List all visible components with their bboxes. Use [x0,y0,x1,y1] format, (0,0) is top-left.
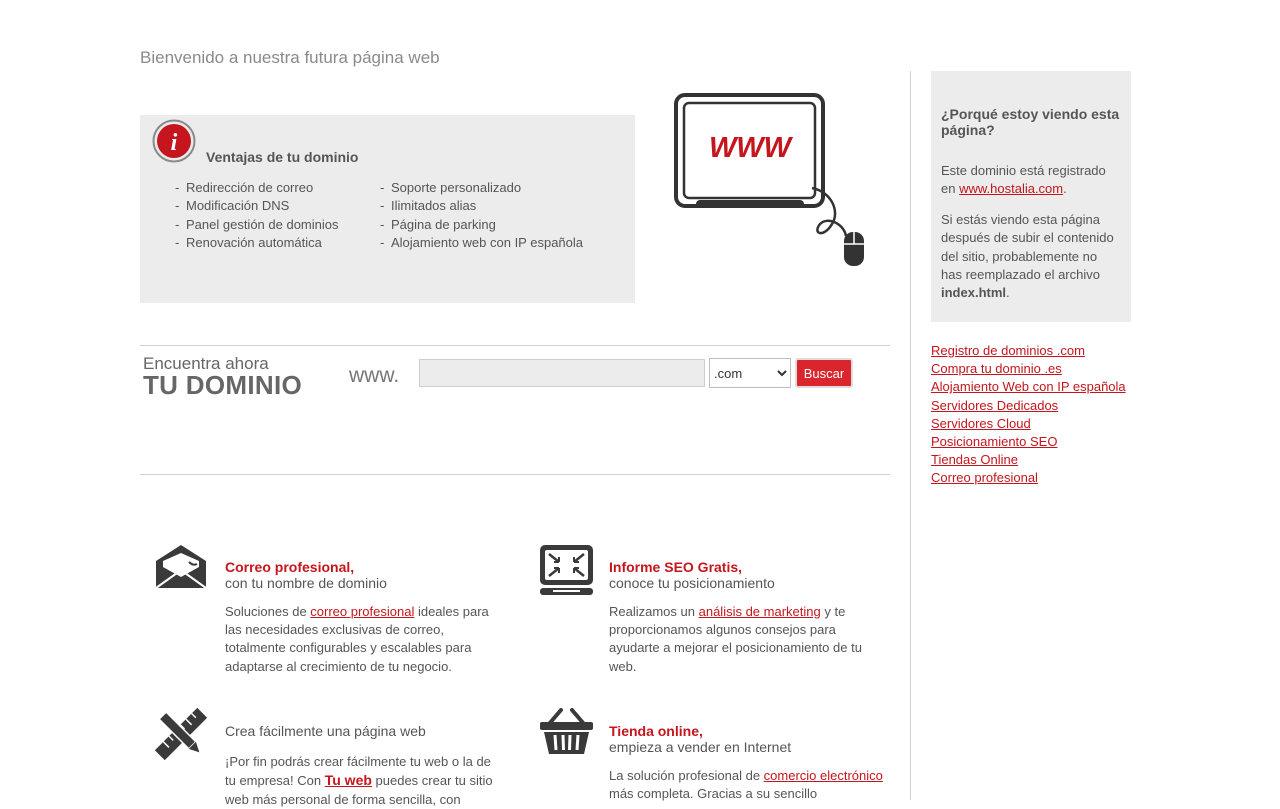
list-item: - Alojamiento web con IP española [380,234,583,250]
features-list-left [175,179,339,252]
service-web-title: Crea fácilmente una página web [225,723,426,739]
divider [140,474,890,475]
link-correo-profesional[interactable]: Correo profesional [931,470,1038,486]
list-item: - Página de parking [380,216,496,232]
list-item: - Redirección de correo [175,180,314,195]
service-shop-title: Tienda online, empieza a vender en Internet [609,723,792,755]
list-item: - Modificación DNS [175,198,290,214]
info-icon [152,119,196,163]
pencil-ruler-icon [155,708,207,760]
why-panel [931,71,1131,322]
domain-advantages-panel [140,115,635,303]
link-posicionamiento-seo[interactable]: Posicionamiento SEO [931,434,1058,450]
list-item: - Renovación automática [175,234,322,250]
features-list-right [380,179,583,252]
shop-link[interactable]: comercio electrónico [763,768,883,783]
tld-select[interactable] [709,358,791,388]
search-button[interactable]: Buscar [795,358,853,388]
link-compra-dominio-es[interactable]: Compra tu dominio .es [931,361,1062,377]
list-item: - Ilimitados alias [380,198,477,214]
computer-www-icon [672,92,867,270]
basket-icon [539,708,594,755]
sidebar-links [931,342,1126,488]
list-item: - Soporte personalizado [380,180,522,195]
illustration-www-text: WWW [708,132,792,164]
tu-web-link[interactable]: Tu web [324,772,372,788]
link-tiendas-online[interactable]: Tiendas Online [931,452,1018,468]
link-registro-dominios-com[interactable]: Registro de dominios .com [931,343,1085,358]
search-heading-large: TU DOMINIO [143,370,302,400]
seo-monitor-icon [539,544,594,596]
why-text-index: Si estás viendo esta página después de subir el contenido del sitio, probablemente no has reemplazado el archivo index.html. [941,212,1114,301]
index-filename: index.html [941,285,1007,301]
vertical-divider [910,71,911,800]
svg-text:i: i [170,130,178,156]
link-alojamiento-web[interactable]: Alojamiento Web con IP española [931,379,1126,395]
envelope-icon [155,544,207,589]
www-prefix: www. [349,364,400,387]
why-text-registered: Este dominio está registrado en www.hostalia.com. [941,163,1106,197]
divider [140,345,890,346]
service-shop-text: La solución profesional de comercio electrónico más completa. Gracias a su sencillo [609,768,883,802]
search-heading-small: Encuentra ahora [143,354,269,373]
service-seo-text: Realizamos un análisis de marketing y te proporcionamos algunos consejos para ayudarte a mejorar el posicionamiento de tu web. [609,604,862,674]
email-link[interactable]: correo profesional [310,604,415,619]
service-seo-title: Informe SEO Gratis, conoce tu posicionamiento [609,559,775,591]
service-email-text: Soluciones de correo profesional ideales para las necesidades exclusivas de correo, totalmente configurables y escalables para adaptarse al crecimiento de tu negocio. [225,604,489,674]
page-title: Bienvenido a nuestra futura página web [140,48,440,67]
list-item: - Panel gestión de dominios [175,216,339,232]
link-servidores-cloud[interactable]: Servidores Cloud [931,415,1031,431]
domain-search-input[interactable] [419,359,705,387]
service-web-text: ¡Por fin podrás crear fácilmente tu web o la de tu empresa! Con Tu web puedes crear tu sitio web más personal de forma sencilla, con [225,754,493,807]
service-email-title: Correo profesional, con tu nombre de dominio [225,559,387,591]
why-title: ¿Porqué estoy viendo esta página? [941,106,1120,138]
hostalia-link[interactable]: www.hostalia.com [959,181,1064,197]
panel-title: Ventajas de tu dominio [206,149,359,165]
seo-link[interactable]: análisis de marketing [698,604,821,619]
link-servidores-dedicados[interactable]: Servidores Dedicados [931,397,1059,413]
